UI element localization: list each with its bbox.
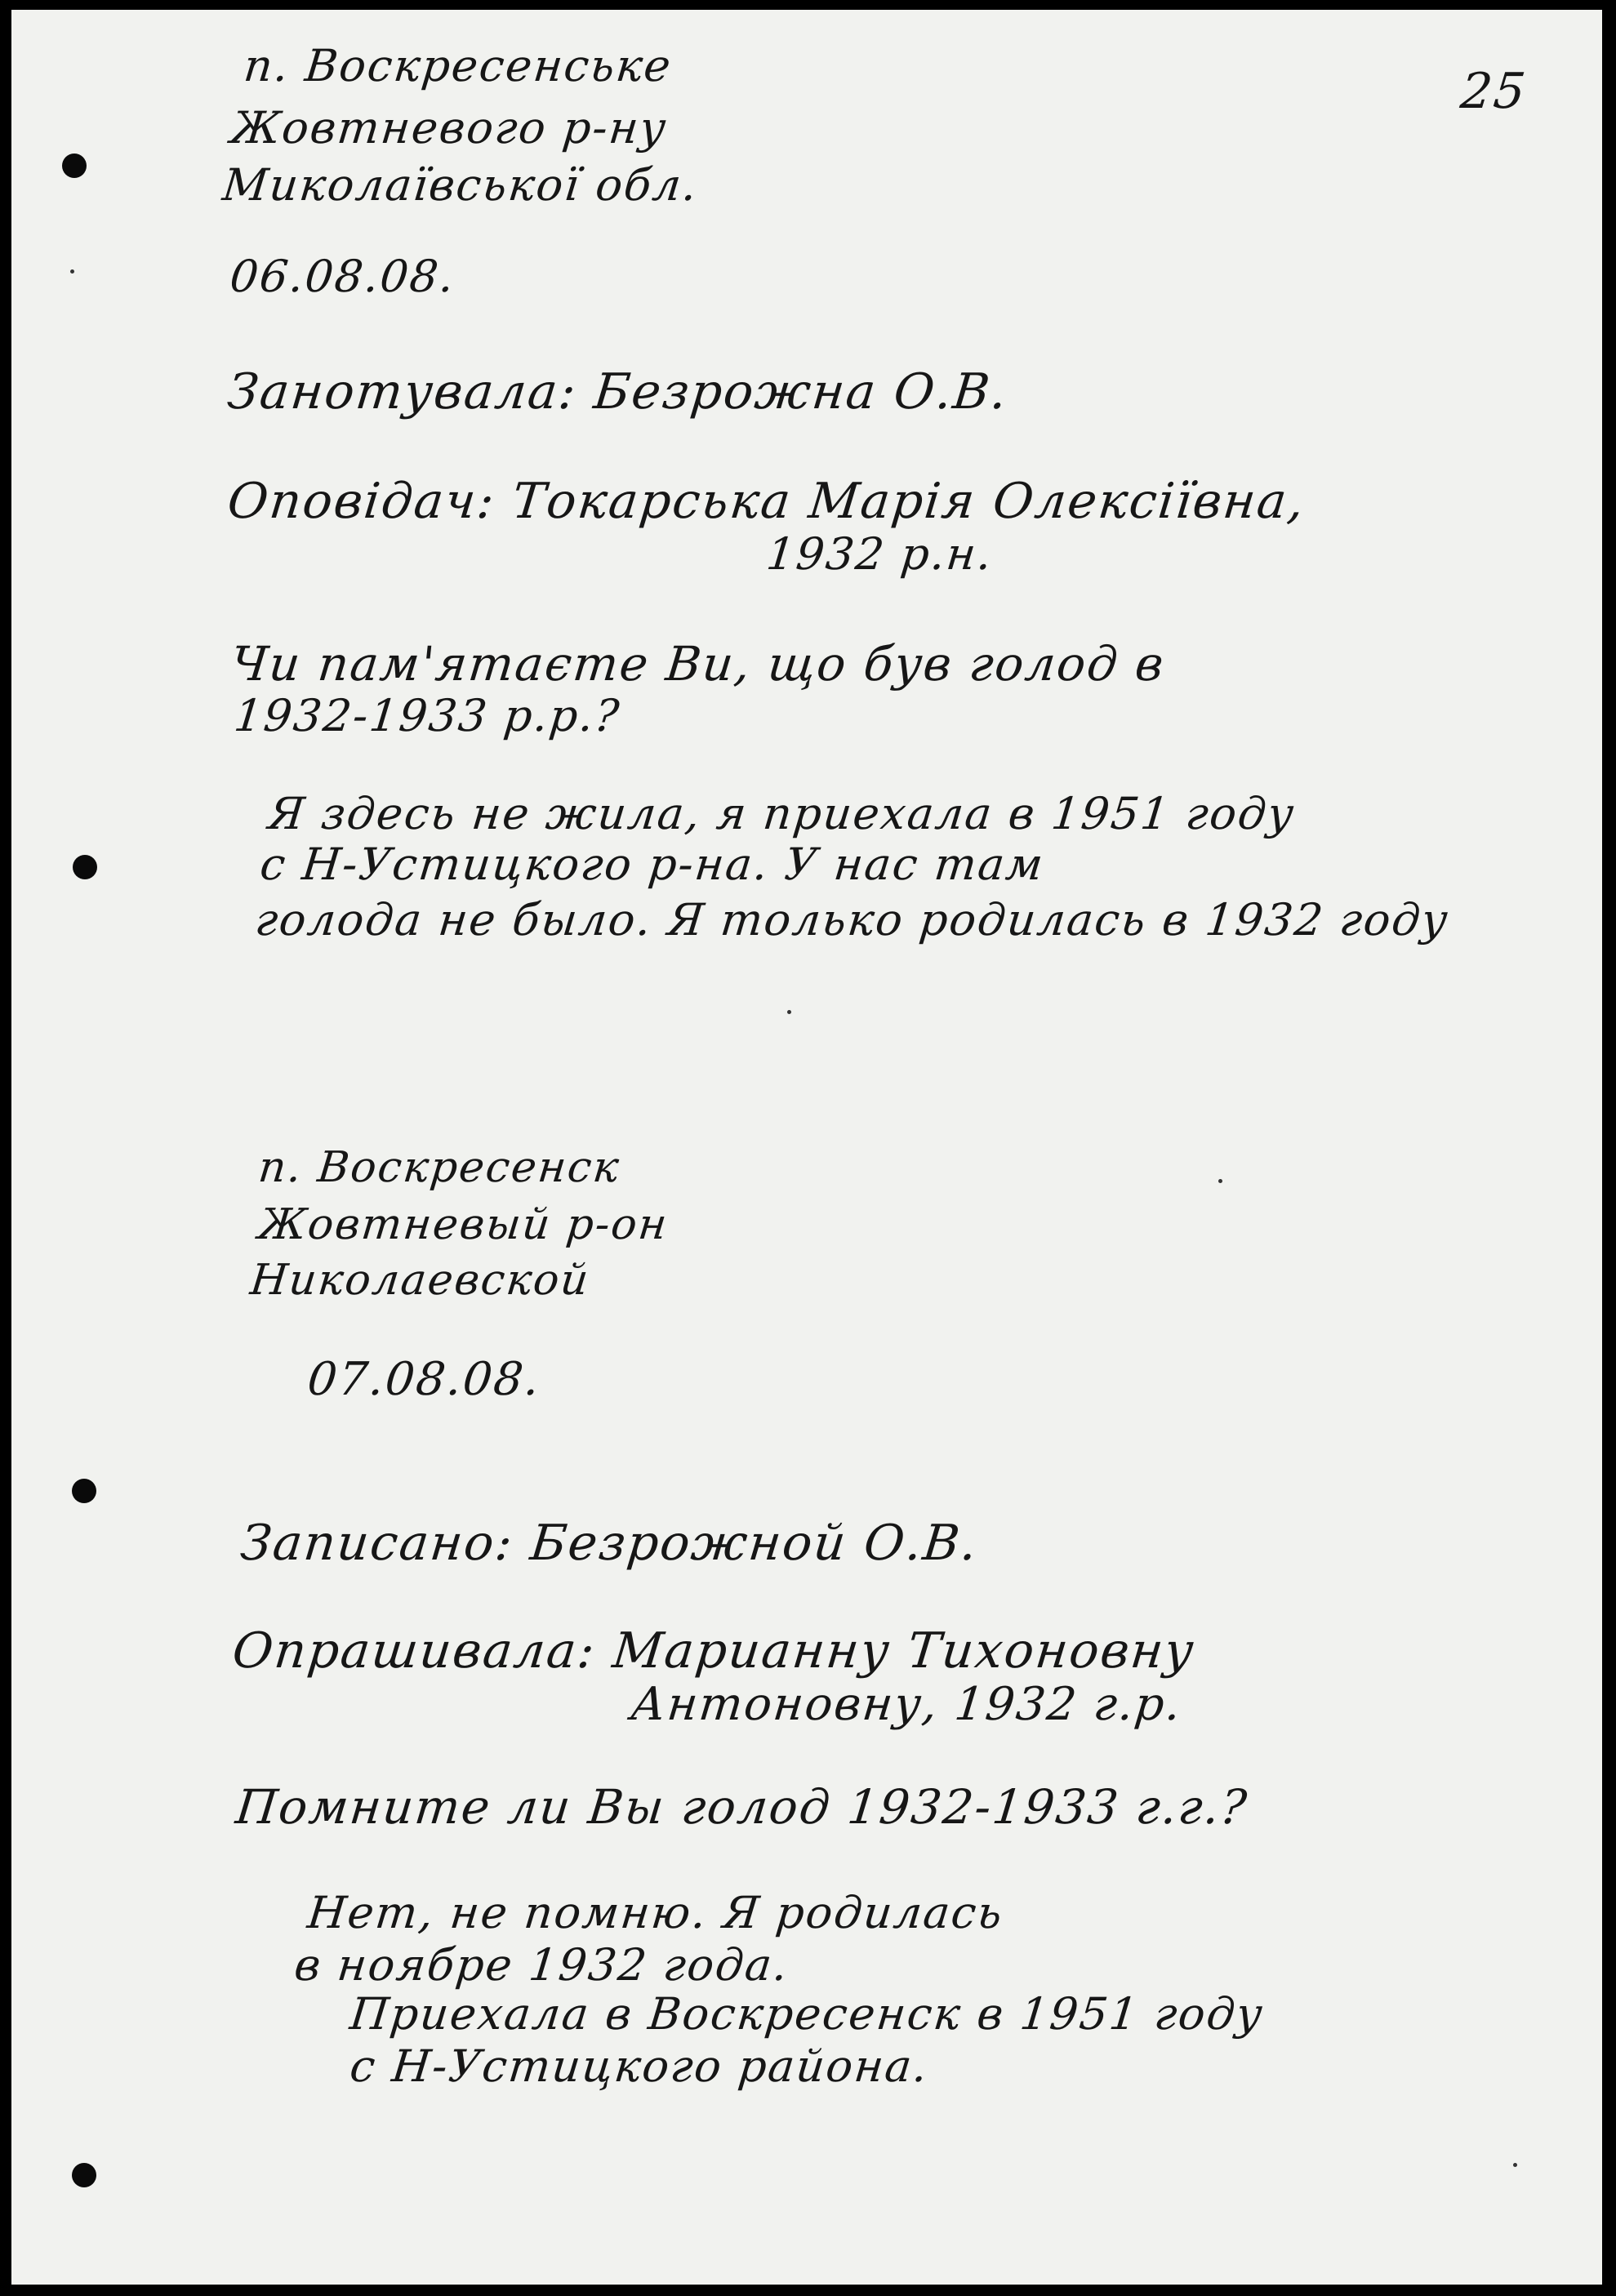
entry2-answer-line-1: Нет, не помню. Я родилась	[305, 1887, 1007, 1938]
entry2-interviewer: Записано: Безрожной О.В.	[238, 1515, 982, 1572]
punch-hole	[62, 154, 87, 178]
entry2-answer-line-3: Приехала в Воскресенск в 1951 году	[347, 1988, 1267, 2040]
entry1-answer-line-2: с Н-Устицкого р-на. У нас там	[257, 839, 1048, 890]
entry2-birth: Антоновну, 1932 г.р.	[628, 1678, 1185, 1731]
entry2-date: 07.08.08.	[305, 1353, 544, 1406]
entry1-question-line-1: Чи пам'ятаєте Ви, що був голод в	[228, 636, 1168, 692]
punch-hole	[73, 855, 97, 879]
entry1-answer-line-3: голода не было. Я только родилась в 1932 году	[252, 894, 1452, 946]
paper-speck	[1513, 2163, 1517, 2167]
entry1-interviewer: Занотувала: Безрожна О.В.	[225, 363, 1012, 420]
entry1-place-line-1: п. Воскресенське	[241, 40, 675, 91]
entry1-place-line-3: Миколаївської обл.	[220, 159, 701, 211]
entry1-date: 06.08.08.	[227, 251, 458, 302]
entry2-narrator: Опрашивала: Марианну Тихоновну	[229, 1622, 1198, 1680]
page-number: 25	[1458, 63, 1530, 120]
paper-speck	[787, 1010, 791, 1014]
entry2-place-line-3: Николаевской	[247, 1256, 593, 1305]
entry1-answer-line-1: Я здесь не жила, я приехала в 1951 году	[265, 788, 1298, 839]
entry2-place-line-1: п. Воскресенск	[256, 1143, 623, 1192]
punch-hole	[72, 2163, 96, 2187]
entry1-birth: 1932 р.н.	[763, 528, 996, 580]
entry2-place-line-2: Жовтневый р-он	[256, 1200, 671, 1249]
paper-speck	[1218, 1179, 1222, 1183]
entry2-answer-line-4: с Н-Устицкого района.	[347, 2040, 932, 2092]
entry1-place-line-2: Жовтневого р-ну	[228, 102, 670, 154]
paper-speck	[70, 269, 74, 274]
entry1-question-line-2: 1932-1933 р.р.?	[231, 690, 623, 741]
entry2-question: Помните ли Вы голод 1932-1933 г.г.?	[233, 1779, 1251, 1835]
entry2-answer-line-2: в ноябре 1932 года.	[292, 1939, 792, 1991]
entry1-narrator: Оповідач: Токарська Марія Олексіївна,	[225, 473, 1309, 530]
document-page	[11, 10, 1602, 2285]
punch-hole	[72, 1479, 96, 1503]
